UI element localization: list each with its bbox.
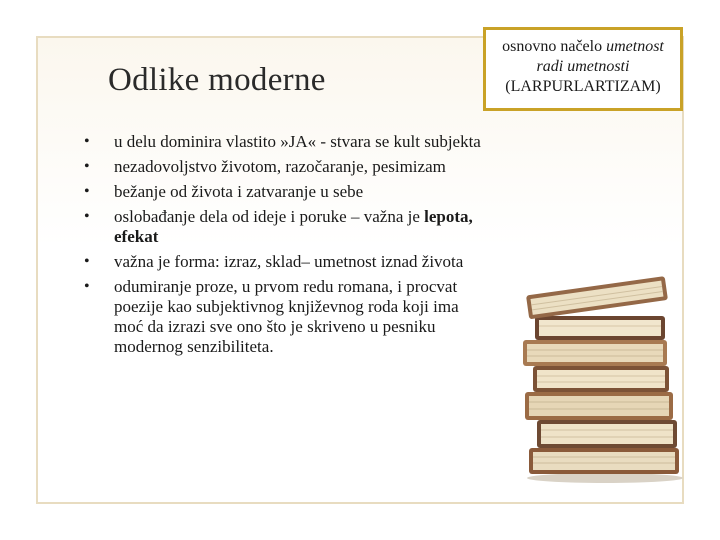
bullet-icon: • (84, 183, 90, 200)
bullet-item (84, 252, 484, 272)
bullet-item (84, 157, 484, 177)
slide-title: Odlike moderne (108, 62, 326, 98)
bullet-item (84, 207, 484, 247)
bullet-icon: • (84, 253, 90, 270)
bullet-icon: • (84, 158, 90, 175)
bullet-text: u delu dominira vlastito »JA« - stvara se kult subjekta (114, 132, 481, 151)
bullet-text: važna je forma: izraz, sklad– umetnost iznad života (114, 252, 464, 271)
callout-text: osnovno načelo (502, 38, 607, 55)
bullet-text: nezadovoljstvo životom, razočaranje, pesimizam (114, 157, 446, 176)
bullet-item (84, 277, 484, 357)
bullet-text: bežanje od života i zatvaranje u sebe (114, 182, 364, 201)
callout-box (483, 27, 683, 111)
callout-italic: radi umetnosti (536, 58, 630, 75)
bullet-icon: • (84, 208, 90, 225)
book-stack-icon (515, 268, 687, 488)
bullet-text: odumiranje proze, u prvom redu romana, i procvat poezije kao subjektivnog književnog roda koji ima moć da izrazi sve ono što je skriveno u pesniku modernog senzibiliteta. (114, 277, 459, 356)
bullet-icon: • (84, 133, 90, 150)
bullet-icon: • (84, 278, 90, 295)
bullet-bold-text: lepota, efekat (114, 207, 473, 246)
bullet-list (84, 132, 484, 362)
callout-text: (LARPURLARTIZAM) (505, 78, 661, 95)
callout-italic: umetnost (606, 38, 664, 55)
bullet-item (84, 132, 484, 152)
bullet-text: oslobađanje dela od ideje i poruke – važna je (114, 207, 425, 226)
bullet-item (84, 182, 484, 202)
